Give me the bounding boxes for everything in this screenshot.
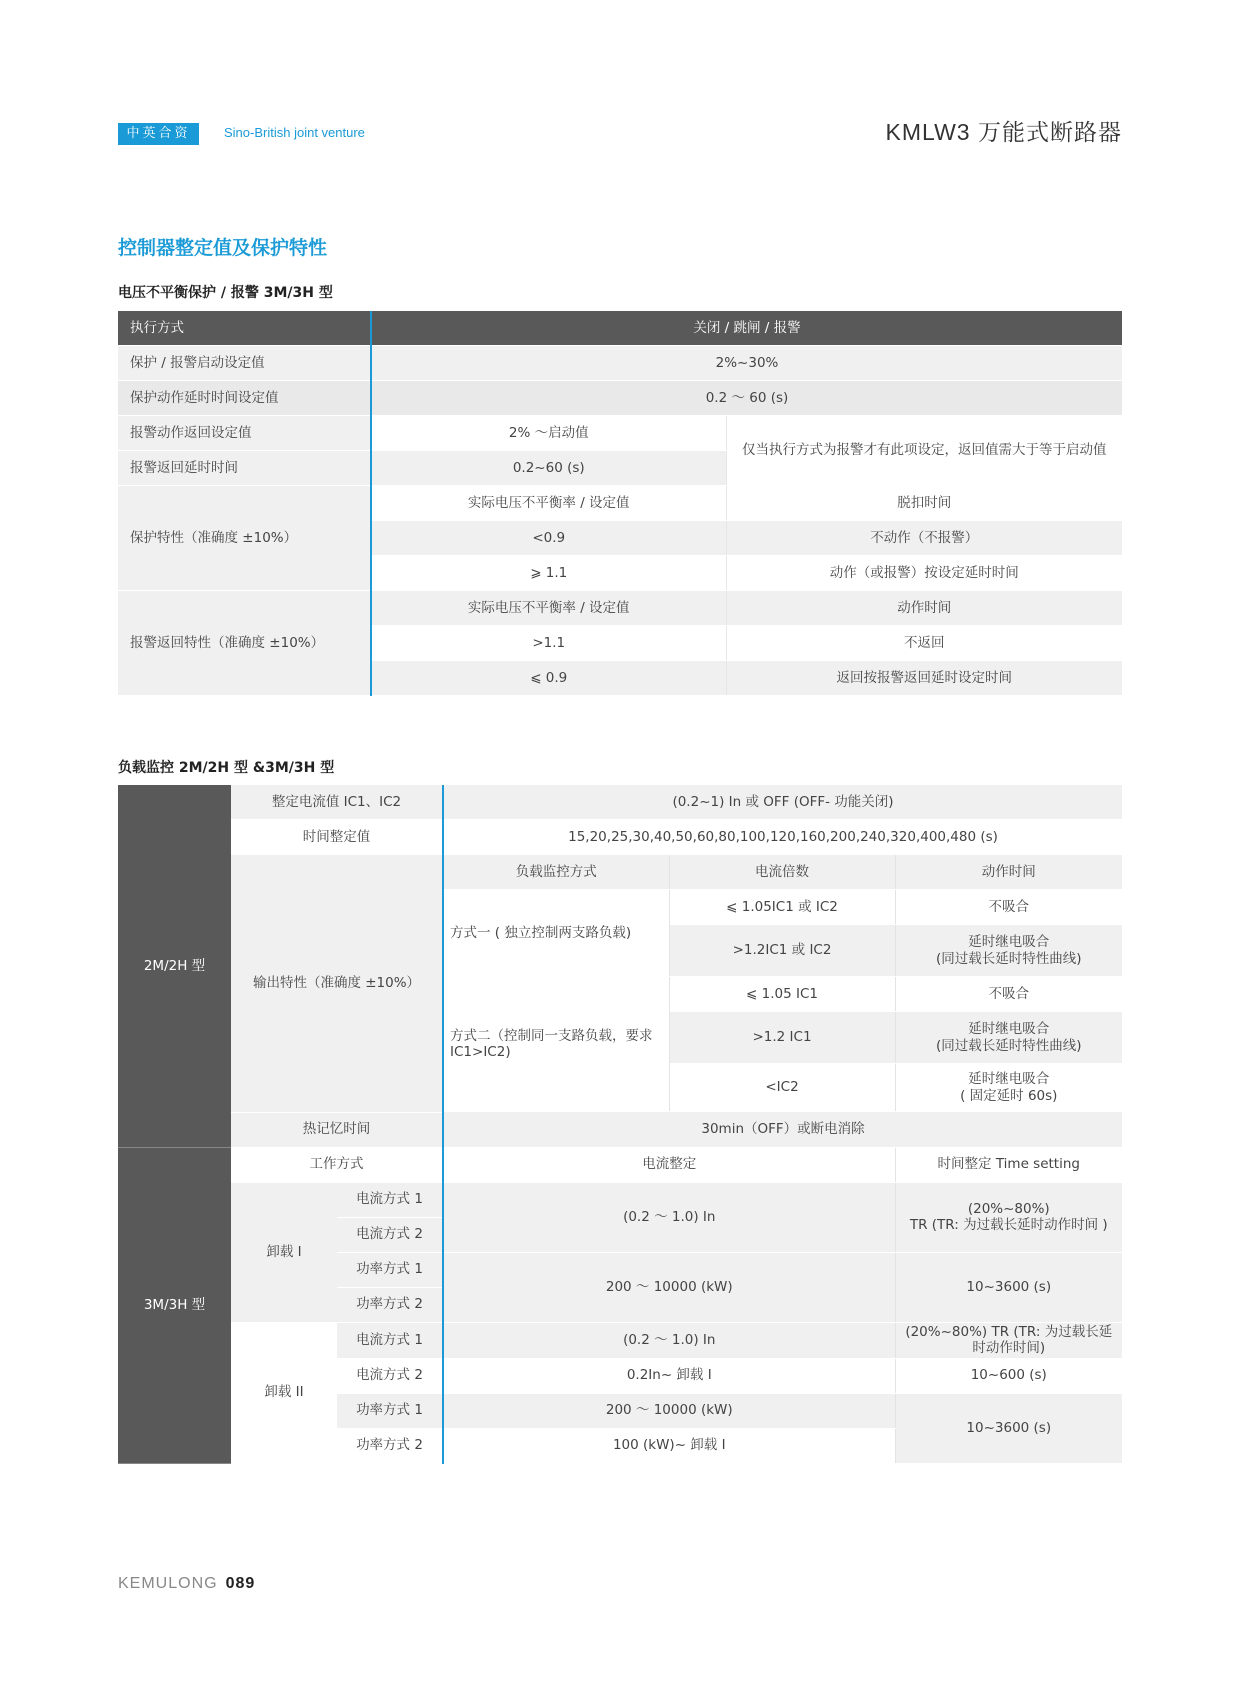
joint-venture-label: Sino-British joint venture xyxy=(224,125,365,140)
table-cell: 不吸合 xyxy=(895,977,1122,1012)
table-row xyxy=(118,855,1122,890)
table-cell: 0.2~60 (s) xyxy=(371,451,726,486)
table-cell: (0.2 ～ 1.0) In xyxy=(443,1322,895,1358)
table-cell: 输出特性（准确度 ±10%） xyxy=(231,855,443,1113)
table-cell: 仅当执行方式为报警才有此项设定，返回值需大于等于启动值 xyxy=(726,416,1122,486)
table-cell: 延时继电吸合 (同过载长延时特性曲线) xyxy=(895,925,1122,977)
table-cell: 延时继电吸合 (同过载长延时特性曲线) xyxy=(895,1012,1122,1064)
table-cell: 100 (kW)~ 卸载 I xyxy=(443,1428,895,1463)
table-cell: (0.2 ～ 1.0) In xyxy=(443,1182,895,1252)
table-cell: 动作时间 xyxy=(726,591,1122,626)
table-cell: 保护动作延时时间设定值 xyxy=(118,381,371,416)
table-header-cell: 负载监控方式 xyxy=(443,855,669,890)
table-cell: ⩾ 1.1 xyxy=(371,556,726,591)
type-label-3m: 3M/3H 型 xyxy=(118,1147,231,1463)
table-row xyxy=(118,591,1122,626)
table-cell: (20%~80%) TR (TR: 为过载长延时动作时间 ) xyxy=(895,1182,1122,1252)
table-cell: 200 ～ 10000 (kW) xyxy=(443,1252,895,1322)
table-cell: 热记忆时间 xyxy=(231,1112,443,1147)
table-cell: (20%~80%) TR (TR: 为过载长延时动作时间) xyxy=(895,1322,1122,1358)
table-cell: 0.2 ～ 60 (s) xyxy=(371,381,1122,416)
table-cell: 功率方式 1 xyxy=(337,1393,443,1428)
table-header-cell: 时间整定 Time setting xyxy=(895,1147,1122,1182)
table-row xyxy=(118,416,1122,451)
table-cell: (0.2~1) In 或 OFF (OFF- 功能关闭) xyxy=(443,785,1122,820)
table-cell: 10~600 (s) xyxy=(895,1358,1122,1393)
table-cell: 动作（或报警）按设定延时时间 xyxy=(726,556,1122,591)
table-row xyxy=(118,820,1122,855)
table-cell: 脱扣时间 xyxy=(726,486,1122,521)
table-row xyxy=(118,1147,1122,1182)
table-cell: 实际电压不平衡率 / 设定值 xyxy=(371,486,726,521)
table-cell: 200 ～ 10000 (kW) xyxy=(443,1393,895,1428)
table-cell: 不吸合 xyxy=(895,890,1122,925)
table-cell: 保护 / 报警启动设定值 xyxy=(118,346,371,381)
table1-caption: 电压不平衡保护 / 报警 3M/3H 型 xyxy=(118,285,333,301)
table-row xyxy=(118,311,1122,346)
section-title: 控制器整定值及保护特性 xyxy=(118,237,328,259)
table-cell: <0.9 xyxy=(371,521,726,556)
table-cell: 延时继电吸合 ( 固定延时 60s) xyxy=(895,1064,1122,1112)
table-cell: 10~3600 (s) xyxy=(895,1252,1122,1322)
table-cell: 不动作（不报警） xyxy=(726,521,1122,556)
table-cell: 10~3600 (s) xyxy=(895,1393,1122,1463)
table-row xyxy=(118,1182,1122,1217)
table-cell: 方式一 ( 独立控制两支路负载) xyxy=(443,890,669,977)
table-header-cell: 执行方式 xyxy=(118,311,371,346)
table-cell: ⩽ 1.05IC1 或 IC2 xyxy=(669,890,895,925)
table-cell: 报警返回特性（准确度 ±10%） xyxy=(118,591,371,696)
voltage-unbalance-table xyxy=(118,311,1122,696)
joint-venture-badge: 中英合资 xyxy=(118,123,199,145)
table-cell: 返回按报警返回延时设定时间 xyxy=(726,661,1122,696)
table-row xyxy=(118,346,1122,381)
table-cell: 实际电压不平衡率 / 设定值 xyxy=(371,591,726,626)
table-header-cell: 工作方式 xyxy=(231,1147,443,1182)
table-cell: 2% ～启动值 xyxy=(371,416,726,451)
table-row xyxy=(118,486,1122,521)
table-row xyxy=(118,785,1122,820)
table-cell: 电流方式 2 xyxy=(337,1217,443,1252)
type-label-2m: 2M/2H 型 xyxy=(118,785,231,1147)
table-header-cell: 动作时间 xyxy=(895,855,1122,890)
footer xyxy=(118,1575,255,1593)
table-row xyxy=(118,1322,1122,1358)
table-cell: 功率方式 2 xyxy=(337,1428,443,1463)
table-cell: 15,20,25,30,40,50,60,80,100,120,160,200,240,320,400,480 (s) xyxy=(443,820,1122,855)
table-cell: >1.2 IC1 xyxy=(669,1012,895,1064)
table-cell: 电流方式 2 xyxy=(337,1358,443,1393)
table-cell: 时间整定值 xyxy=(231,820,443,855)
table2-caption: 负载监控 2M/2H 型 &3M/3H 型 xyxy=(118,760,335,776)
table-header-cell: 电流整定 xyxy=(443,1147,895,1182)
table-cell: >1.1 xyxy=(371,626,726,661)
table-cell: 2%~30% xyxy=(371,346,1122,381)
table-row xyxy=(118,381,1122,416)
table-cell: ⩽ 0.9 xyxy=(371,661,726,696)
table-cell: 不返回 xyxy=(726,626,1122,661)
table-cell: 卸载 II xyxy=(231,1322,337,1463)
table-cell: 整定电流值 IC1、IC2 xyxy=(231,785,443,820)
table-cell: 方式二（控制同一支路负载，要求 IC1>IC2) xyxy=(443,977,669,1112)
brand-name: KEMULONG xyxy=(118,1575,218,1592)
table-cell: 0.2In~ 卸载 I xyxy=(443,1358,895,1393)
table-cell: <IC2 xyxy=(669,1064,895,1112)
page-number: 089 xyxy=(225,1575,256,1592)
table-cell: 电流方式 1 xyxy=(337,1322,443,1358)
table-cell: 功率方式 2 xyxy=(337,1287,443,1322)
table-cell: >1.2IC1 或 IC2 xyxy=(669,925,895,977)
table-cell: 卸载 I xyxy=(231,1182,337,1322)
table-header-cell: 电流倍数 xyxy=(669,855,895,890)
table-cell: 功率方式 1 xyxy=(337,1252,443,1287)
load-monitor-table xyxy=(118,785,1122,1464)
table-cell: 报警动作返回设定值 xyxy=(118,416,371,451)
table-cell: 30min（OFF）或断电消除 xyxy=(443,1112,1122,1147)
table-cell: ⩽ 1.05 IC1 xyxy=(669,977,895,1012)
table-cell: 保护特性（准确度 ±10%） xyxy=(118,486,371,591)
document-title: KMLW3 万能式断路器 xyxy=(885,119,1122,145)
table-row xyxy=(118,1112,1122,1147)
table-cell: 电流方式 1 xyxy=(337,1182,443,1217)
table-cell: 报警返回延时时间 xyxy=(118,451,371,486)
table-header-cell: 关闭 / 跳闸 / 报警 xyxy=(371,311,1122,346)
